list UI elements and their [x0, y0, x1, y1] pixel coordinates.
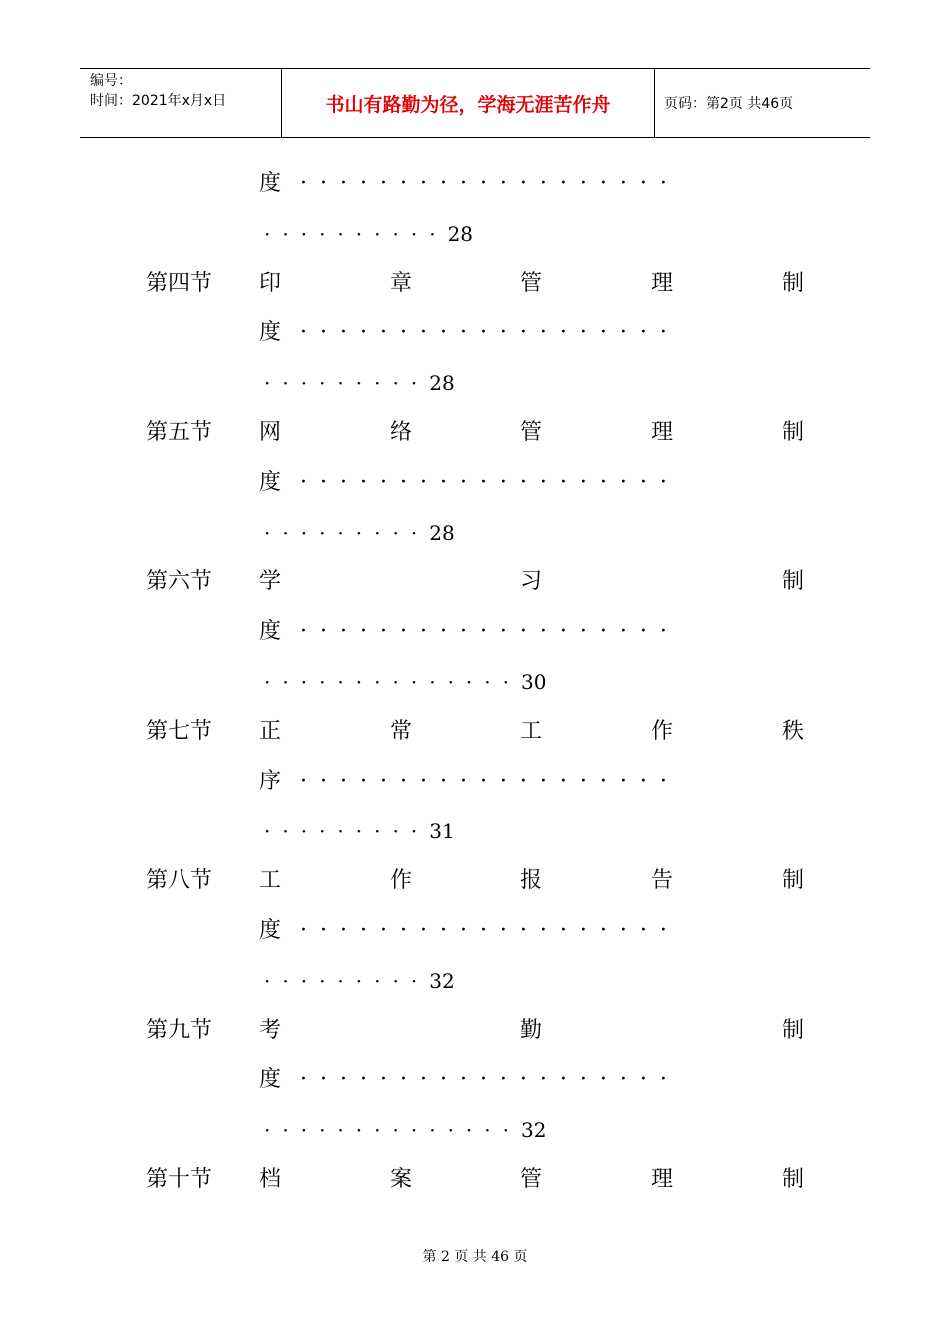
header-page-info: 页码：第2页 共46页	[664, 96, 794, 112]
toc-title-char: 管	[520, 270, 543, 296]
toc-leader-line	[259, 469, 805, 497]
toc-title-char: 案	[390, 1167, 413, 1192]
toc-section-label: 第五节	[146, 420, 213, 445]
toc-dot-leader: ···················	[300, 171, 680, 196]
toc-title-end: 度	[259, 171, 282, 196]
toc-title-char: 工	[520, 718, 543, 744]
toc-title-char: 印	[259, 270, 282, 296]
toc-title-char: 制	[782, 1167, 805, 1192]
toc-section-label: 第四节	[146, 270, 213, 296]
toc-section-label: 第七节	[146, 718, 213, 744]
toc-title-char: 考	[259, 1017, 282, 1043]
toc-title-char: 作	[651, 718, 674, 744]
toc-title-char: 管	[520, 420, 543, 445]
toc-title-char: 制	[782, 569, 805, 595]
toc-title-char: 作	[390, 868, 413, 894]
toc-section-label: 第六节	[146, 569, 213, 595]
toc-dot-leader: ·········	[264, 819, 430, 844]
toc-leader-line	[259, 768, 805, 796]
toc-title-char: 报	[520, 868, 543, 894]
toc-section-label: 第八节	[146, 868, 213, 894]
toc-title-char: 制	[782, 1017, 805, 1043]
toc-title-char: 工	[259, 868, 282, 894]
toc-title-char: 正	[259, 718, 282, 744]
toc-title-char: 习	[520, 569, 543, 595]
header-motto: 书山有路勤为径，学海无涯苦作舟	[325, 93, 611, 116]
toc-title-char: 理	[651, 1167, 674, 1192]
toc-title-char: 告	[651, 868, 674, 894]
toc-title-char: 络	[390, 420, 413, 445]
toc-dot-leader: ···················	[300, 469, 680, 495]
toc-dot-leader: ·········	[264, 968, 430, 993]
toc-title-char: 网	[259, 420, 282, 445]
toc-page-line	[264, 817, 455, 845]
toc-page-line	[264, 369, 455, 397]
toc-dot-leader: ·········	[264, 520, 430, 545]
toc-leader-line	[259, 1066, 805, 1094]
toc-title-char: 常	[390, 718, 413, 744]
toc-page-number: 30	[521, 670, 547, 694]
toc-dot-leader: ···················	[300, 768, 680, 794]
toc-title-char: 制	[782, 868, 805, 894]
toc-leader-line	[259, 618, 805, 646]
toc-leader-line	[259, 170, 805, 198]
toc-title-end: 度	[259, 619, 282, 645]
toc-section-label: 第十节	[146, 1167, 213, 1192]
toc-title-end: 度	[259, 918, 282, 943]
toc-page-number: 28	[429, 371, 455, 396]
toc-dot-leader: ···················	[300, 1067, 680, 1093]
toc-dot-leader: ·········	[264, 371, 430, 396]
toc-title-end: 序	[259, 768, 282, 794]
toc-title-char: 勤	[520, 1017, 543, 1043]
toc-page-number: 28	[447, 221, 474, 246]
toc-title-end: 度	[259, 320, 282, 346]
toc-leader-line	[259, 319, 805, 347]
number-label: 编号：	[90, 73, 132, 89]
toc-dot-leader: ··········	[264, 221, 448, 246]
toc-dot-leader: ···················	[300, 918, 680, 943]
toc-title-char: 秩	[782, 718, 805, 744]
toc-page-line	[264, 220, 473, 248]
toc-title-char: 理	[651, 420, 674, 445]
toc-dot-leader: ··············	[264, 1118, 522, 1143]
toc-page-number: 32	[429, 968, 455, 993]
toc-title-end: 度	[259, 469, 282, 495]
toc-page-line	[264, 519, 455, 547]
toc-page-number: 28	[429, 520, 455, 545]
toc-page-line	[264, 668, 546, 696]
toc-title-char: 章	[390, 270, 413, 296]
toc-title-end: 度	[259, 1067, 282, 1093]
toc-title-char: 学	[259, 569, 282, 595]
toc-page-number: 31	[429, 819, 455, 844]
toc-title-char: 档	[259, 1167, 282, 1192]
toc-title-char: 管	[520, 1167, 543, 1192]
toc-title-char: 制	[782, 270, 805, 296]
time-label: 时间：2021年x月x日	[90, 93, 227, 109]
toc-leader-line	[259, 917, 805, 945]
toc-page-line	[264, 967, 455, 995]
toc-title-char: 理	[651, 270, 674, 296]
page-footer: 第 2 页 共 46 页	[422, 1249, 528, 1265]
toc-page-line	[264, 1116, 546, 1144]
toc-dot-leader: ···················	[300, 619, 680, 645]
toc-dot-leader: ···················	[300, 320, 680, 346]
toc-page-number: 32	[521, 1118, 547, 1143]
toc-title-char: 制	[782, 420, 805, 445]
toc-section-label: 第九节	[146, 1017, 213, 1043]
toc-dot-leader: ··············	[264, 670, 522, 694]
